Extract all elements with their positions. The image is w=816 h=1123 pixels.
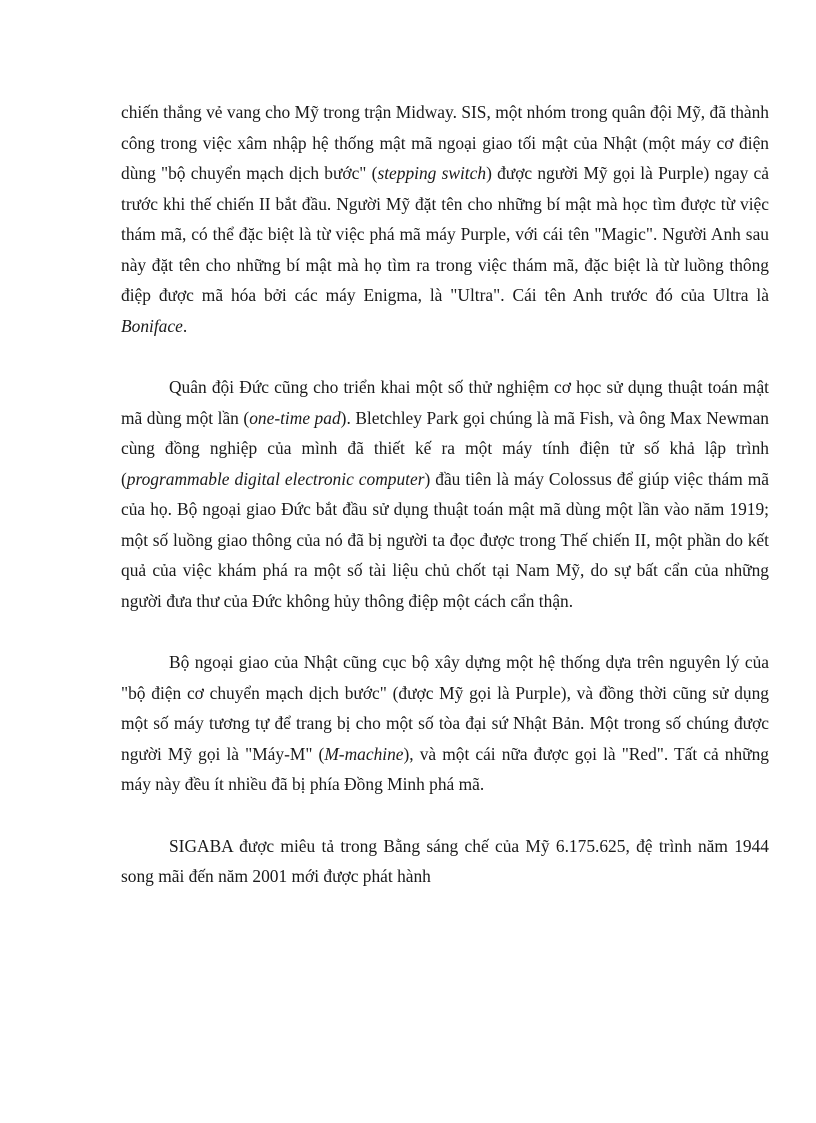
- text-run: ), và một cái nữa được gọi là "Red". Tất cả những máy này đều ít nhiều đã bị phía Đồng Minh phá mã.: [121, 743, 769, 794]
- text-run: Quân đội Đức cũng cho triển khai một số thử nghiệm cơ học sử dụng thuật toán mật mã dùng một lần (: [121, 377, 769, 428]
- text-run: Bộ ngoại giao của Nhật cũng cục bộ xây dựng một hệ thống dựa trên nguyên lý của "bộ điện cơ chuyển mạch dịch bước" (được Mỹ gọi là Purple), và đồng thời cũng sử dụng một số máy tương tự để trang bị cho một số tòa đại sứ Nhật Bản. Một trong số chúng được người Mỹ gọi là "Máy-M" (: [121, 652, 769, 764]
- text-run: ). Bletchley Park gọi chúng là mã Fish, và ông Max Newman cùng đồng nghiệp của mình đã thiết kế ra một máy tính điện tử số khả lập trình (: [121, 407, 769, 489]
- text-run: ) được người Mỹ gọi là Purple) ngay cả trước khi thế chiến II bắt đầu. Người Mỹ đặt tên cho những bí mật mà học tìm được từ việc thám mã, có thể đặc biệt là từ việc phá mã máy Purple, với cái tên "Magic". Người Anh sau này đặt tên cho những bí mật mà họ tìm ra trong việc thám mã, đặc biệt là từ luồng thông điệp được mã hóa bởi các máy Enigma, là "Ultra". Cái tên Anh trước đó của Ultra là: [121, 163, 769, 305]
- text-run: .: [182, 315, 188, 336]
- italic-term: Boniface: [121, 315, 183, 336]
- paragraph-german-army: [121, 372, 769, 616]
- italic-term: programmable digital electronic computer: [126, 468, 425, 489]
- italic-term: M-machine: [324, 743, 404, 764]
- paragraph-japanese-foreign-ministry: [121, 647, 769, 800]
- italic-term: one-time pad: [249, 407, 341, 428]
- paragraph-midway: [121, 97, 769, 341]
- document-body: [121, 97, 769, 923]
- text-run: ) đầu tiên là máy Colossus để giúp việc thám mã của họ. Bộ ngoại giao Đức bắt đầu sử dụng thuật toán mật mã dùng một lần vào năm 1919; một số luồng giao thông của nó đã bị người ta đọc được trong Thế chiến II, một phần do kết quả của việc khám phá ra một số tài liệu chủ chốt tại Nam Mỹ, do sự bất cẩn của những người đưa thư của Đức không hủy thông điệp một cách cẩn thận.: [121, 468, 769, 611]
- text-run: chiến thắng vẻ vang cho Mỹ trong trận Midway. SIS, một nhóm trong quân đội Mỹ, đã thành công trong việc xâm nhập hệ thống mật mã ngoại giao tối mật của Nhật (một máy cơ điện dùng "bộ chuyển mạch dịch bước" (: [121, 102, 769, 183]
- italic-term: stepping switch: [377, 163, 487, 183]
- paragraph-sigaba: [121, 831, 769, 892]
- text-run: SIGABA được miêu tả trong Bằng sáng chế của Mỹ 6.175.625, đệ trình năm 1944 song mãi đến năm 2001 mới được phát hành: [121, 835, 769, 886]
